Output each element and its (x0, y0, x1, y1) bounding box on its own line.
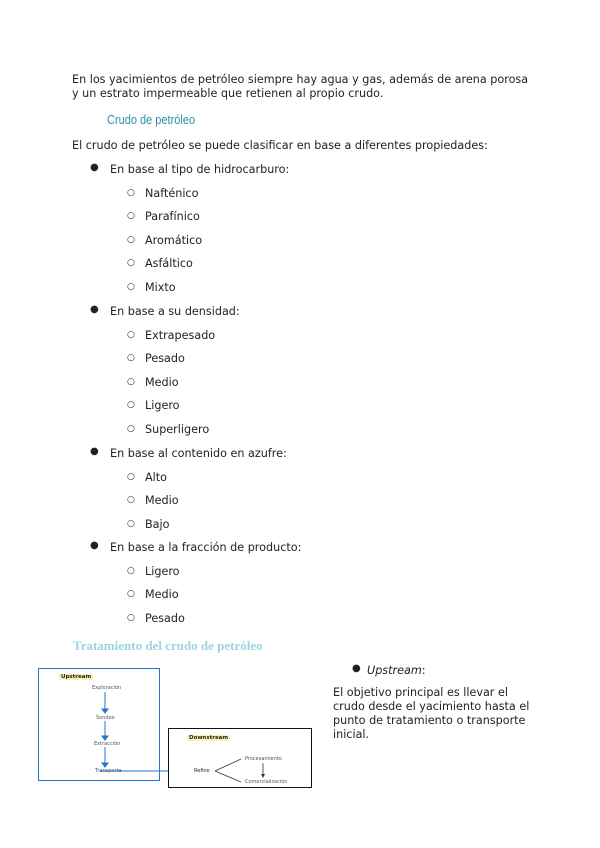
diagram-step: Exploración (92, 685, 122, 691)
bullet-circle-icon: ○ (127, 377, 135, 387)
bullet-circle-icon: ○ (127, 235, 135, 245)
category-item-label: Ligero (145, 565, 180, 578)
category-item-label: Medio (145, 588, 179, 601)
category-item-label: Ligero (145, 399, 180, 412)
category-label: En base a la fracción de producto: (110, 541, 302, 554)
bullet-dot-icon: ● (352, 663, 361, 674)
bullet-dot-icon: ● (90, 540, 99, 551)
downstream-diagram (168, 728, 312, 788)
bullet-circle-icon: ○ (127, 188, 135, 198)
upstream-paragraph-line: crudo desde el yacimiento hasta el (333, 700, 530, 713)
bullet-circle-icon: ○ (127, 519, 135, 529)
bullet-circle-icon: ○ (127, 495, 135, 505)
bullet-circle-icon: ○ (127, 400, 135, 410)
category-item-label: Nafténico (145, 187, 199, 200)
downstream-out: Procesamiento (245, 756, 282, 762)
bullet-dot-icon: ● (90, 162, 99, 173)
downstream-tag: Downstream (189, 735, 229, 741)
category-item-label: Medio (145, 494, 179, 507)
category-label: En base al contenido en azufre: (110, 447, 287, 460)
category-item-label: Superligero (145, 423, 210, 436)
category-item-label: Asfáltico (145, 257, 193, 270)
bullet-circle-icon: ○ (127, 472, 135, 482)
category-item-label: Mixto (145, 281, 176, 294)
upstream-label: Upstream (367, 664, 422, 677)
category-item-label: Parafínico (145, 210, 200, 223)
bullet-circle-icon: ○ (127, 330, 135, 340)
bullet-circle-icon: ○ (127, 424, 135, 434)
upstream-tag: Upstream (61, 674, 92, 680)
category-item-label: Medio (145, 376, 179, 389)
downstream-arrows (169, 729, 311, 787)
category-item-label: Bajo (145, 518, 170, 531)
bullet-circle-icon: ○ (127, 566, 135, 576)
bullet-dot-icon: ● (90, 446, 99, 457)
upstream-paragraph-line: punto de tratamiento o transporte (333, 714, 526, 727)
bullet-circle-icon: ○ (127, 589, 135, 599)
downstream-out: Comercialización (245, 779, 288, 785)
category-item-label: Extrapesado (145, 329, 216, 342)
section-heading-crudo: Crudo de petróleo (107, 113, 196, 127)
diagram-step: Sondeo (96, 715, 115, 721)
bullet-circle-icon: ○ (127, 613, 135, 623)
bullet-circle-icon: ○ (127, 211, 135, 221)
refino-label: Refino (194, 768, 210, 774)
classification-lead: El crudo de petróleo se puede clasificar en base a diferentes propiedades: (72, 139, 488, 152)
bullet-circle-icon: ○ (127, 353, 135, 363)
upstream-paragraph-line: El objetivo principal es llevar el (333, 686, 508, 699)
category-item-label: Pesado (145, 612, 185, 625)
bullet-dot-icon: ● (90, 304, 99, 315)
category-label: En base a su densidad: (110, 305, 240, 318)
intro-line-1: En los yacimientos de petróleo siempre hay agua y gas, además de arena porosa (72, 73, 529, 86)
diagram-arrows (39, 669, 159, 780)
bullet-circle-icon: ○ (127, 258, 135, 268)
section-heading-tratamiento: Tratamiento del crudo de petróleo (73, 638, 263, 653)
diagram-step: Transporte (95, 768, 122, 774)
category-item-label: Alto (145, 471, 167, 484)
upstream-paragraph-line: inicial. (333, 728, 370, 741)
intro-line-2: y un estrato impermeable que retienen al propio crudo. (72, 87, 384, 100)
category-item-label: Pesado (145, 352, 185, 365)
bullet-circle-icon: ○ (127, 282, 135, 292)
category-label: En base al tipo de hidrocarburo: (110, 163, 290, 176)
diagram-step: Extracción (94, 741, 121, 747)
category-item-label: Aromático (145, 234, 203, 247)
